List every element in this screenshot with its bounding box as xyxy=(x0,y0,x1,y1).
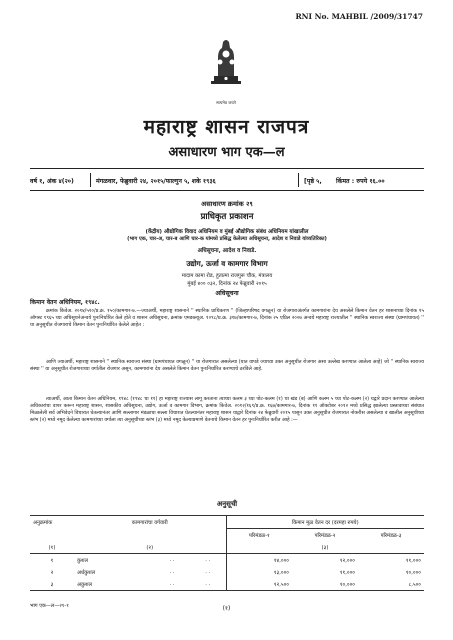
notification-heading: अधिसूचना xyxy=(215,290,239,297)
header-category: कामगारांचा वर्गवारी xyxy=(74,516,226,529)
top-divider xyxy=(30,168,424,169)
gazette-subtitle: असाधारण भाग एक—ल xyxy=(168,145,285,160)
header-zone-1: परिमंडळ-१ xyxy=(226,529,292,542)
row-zone-2: १०,००० xyxy=(292,578,358,591)
header-wage: किमान मूळ वेतन दर (दरमहा रुपये) xyxy=(226,516,424,529)
page-number: (१) xyxy=(222,605,231,612)
leader-dots: . . xyxy=(205,569,211,575)
table-zone-row xyxy=(30,529,424,542)
act-heading: किमान वेतन अधिनियम, १९४८. xyxy=(30,299,100,306)
header-zone-3: परिमंडळ-३ xyxy=(380,533,402,539)
column-number: (२) xyxy=(74,541,226,554)
emblem-motto: सत्यमेव जयते xyxy=(216,100,236,105)
notice-types: अधिसूचना, आदेश व निवाडे. xyxy=(197,248,257,254)
table-colnum-row xyxy=(30,541,424,554)
leader-dots: . . xyxy=(154,578,190,591)
row-zone-3: १०,००० xyxy=(405,570,421,576)
issue-volume: वर्ष १, अंक ४(२०) xyxy=(30,178,74,185)
paragraph-3: त्याअर्थी, आता किमान वेतन अधिनियम, १९४८ (१९४८ चा ११) हा महाराष्ट्र राज्यास लागू करताना त्याच्या कलम ३ च्या पोट-कलम (१) चा खंड (ब) आणि कलम ५ च्या पोट-कलम (२) यद्वारे प्रदान करण्यात आलेल्या अधिकारांचा वापर करून महाराष्ट्र शासन, शासकीय अधिसूचना, उद्योग, ऊर्जा व कामगार विभाग, क्रमांक किवेअ. २०१२/१६९/प्र.क्र. १६७/कामगार-७, दिनांक ११ ऑक्टोबर २०१२ मध्ये प्रसिद्ध झालेल्या प्रस्तावाच्या संबंधात मिळालेली सर्व अभिवेदने विचारात घेतल्यानंतर आणि सल्लागार मंडळाचा सल्ला विचारात घेतल्यानंतर महाराष्ट्र शासन याद्वारे दिनांक २४ फेब्रुवारी २०१५ पासून उक्त अनुसूचीत रोजगारात नोकरीस असलेल्या व खालील अनुसूचीच्या स्तंभ (२) मध्ये नमूद केलेल्या कामगारांच्या वर्गाला त्या अनुसूचीच्या स्तंभ (३) मध्ये नमूद केल्याप्रमाणे वेतनाचे किमान वेतन हर पुनःनिर्धारित करीत आहे :— xyxy=(30,396,424,424)
state-emblem-icon xyxy=(204,36,248,98)
footer-code: भाग एक—ल—२१-१ xyxy=(30,603,69,609)
notification-date: मुंबई ४०० ०३२, दिनांक २४ फेब्रुवारी २०१५ xyxy=(187,281,267,287)
leader-dots: . . xyxy=(190,578,226,591)
gazette-title: महाराष्ट्र शासन राजपत्र xyxy=(143,116,310,138)
department-address: मादाम कामा रोड, हुतात्मा राजगुरू चौक, मंत्रालय xyxy=(181,273,273,279)
rni-number: RNI No. MAHBIL /2009/31747 xyxy=(295,12,423,21)
notice-number: असाधारण क्रमांक २९ xyxy=(201,200,253,208)
header-zone-2: परिमंडळ-२ xyxy=(314,533,336,539)
schedule-table xyxy=(30,515,424,591)
notice-description: (भाग एक, चार-अ, चार-ब आणि चार-क यांमध्ये प्रसिद्ध केलेल्या अधिसूचना, आदेश व निवाडे यांव्यतिरिक्त) xyxy=(127,236,327,242)
row-zone-2: ११,००० xyxy=(339,570,355,576)
leader-dots: . . xyxy=(205,557,211,563)
department-name: उद्योग, ऊर्जा व कामगार विभाग xyxy=(186,259,268,268)
issue-price: किंमत : रुपये १६.०० xyxy=(336,178,385,185)
issue-date: मंगळवार, फेब्रुवारी २४, २०१५/फाल्गुन ५, शके १९३६ xyxy=(96,178,216,185)
row-zone-1: १४,००० xyxy=(226,554,292,567)
issue-pages: [पृष्ठे ५, xyxy=(304,178,322,185)
issue-separator xyxy=(298,173,299,187)
leader-dots: . . xyxy=(169,569,175,575)
column-number: (१) xyxy=(30,541,74,554)
schedule-title: अनुसूची xyxy=(216,500,238,508)
paragraph-2: आणि ज्याअर्थी, महाराष्ट्र शासनाने '' स्थानिक स्वराज्य संस्था (ग्रामपंचायत वगळून) '' या रोजगारात असलेल्या (यात वापडे ज्याच्या उक्त अनुसूचीत रोजगार असा उल्लेख करण्यात आलेला आहे) जो '' स्थानिक स्वराज्य संस्था '' या अनुसूचीत रोजगाराच्या वर्गातील रोजगार असून, कामगारांना देय असलेले किमान वेतन पुनःनिर्धारित करण्याचे ठरविले आहे. xyxy=(30,359,424,373)
row-category: अकुशल xyxy=(74,578,154,591)
row-serial: २ xyxy=(50,570,54,576)
row-zone-3: ८,५०० xyxy=(358,578,424,591)
row-zone-1: १२,५०० xyxy=(226,578,292,591)
row-zone-1: १३,००० xyxy=(226,566,292,578)
table-header-row xyxy=(30,516,424,529)
notice-authority: प्राधिकृत प्रकाशन xyxy=(200,212,254,222)
table-row xyxy=(30,566,424,578)
header-serial: अनुक्रमांक xyxy=(30,516,74,529)
issue-bar xyxy=(30,172,424,190)
row-category: कुशल xyxy=(77,558,89,564)
column-number: (३) xyxy=(292,541,358,554)
notice-act-line: (केंद्रीय) औद्योगिक विवाद अधिनियम व मुंबई औद्योगिक संबंध अधिनियम यांखालील xyxy=(145,229,309,235)
paragraph-1: क्रमांक किवेअ. २०१४/५१०/प्र.क्र. १५०/कामगार-७.—ज्याअर्थी, महाराष्ट्र शासनाने '' स्थानिक प्राधिकरण '' (जिल्हापरिषद वगळून) या रोजगाराअंतर्गत कामगारांना देय असलेले किमान वेतन हर शासनाच्या दिनांक १५ ऑगस्ट १९६५ च्या अधिसूचनेअन्वये पुनःनिर्धारित केले होते व शासन अधिसूचना, क्रमांक एमडब्ल्यूअ. १०९८/प्र.क्र. ३१७/कामगार-७, दिनांक २५ एप्रिल २००७ अन्वये महाराष्ट्र राज्यातील '' स्थानिक स्वराज्य संस्था (ग्रामपंचायत) '' या अनुसूचीत रोजगाराचे किमान वेतन पुनःनिर्धारित केलेले आहेत : xyxy=(30,308,424,329)
leader-dots: . . xyxy=(169,557,175,563)
table-row xyxy=(30,578,424,591)
table-row xyxy=(30,554,424,567)
issue-separator xyxy=(90,173,91,187)
row-zone-3: ११,००० xyxy=(405,558,421,564)
row-zone-2: १२,००० xyxy=(339,558,355,564)
row-serial: ३ xyxy=(30,578,74,591)
row-category: अर्धकुशल xyxy=(77,570,96,576)
row-serial: १ xyxy=(50,558,54,564)
bottom-divider xyxy=(30,190,424,191)
